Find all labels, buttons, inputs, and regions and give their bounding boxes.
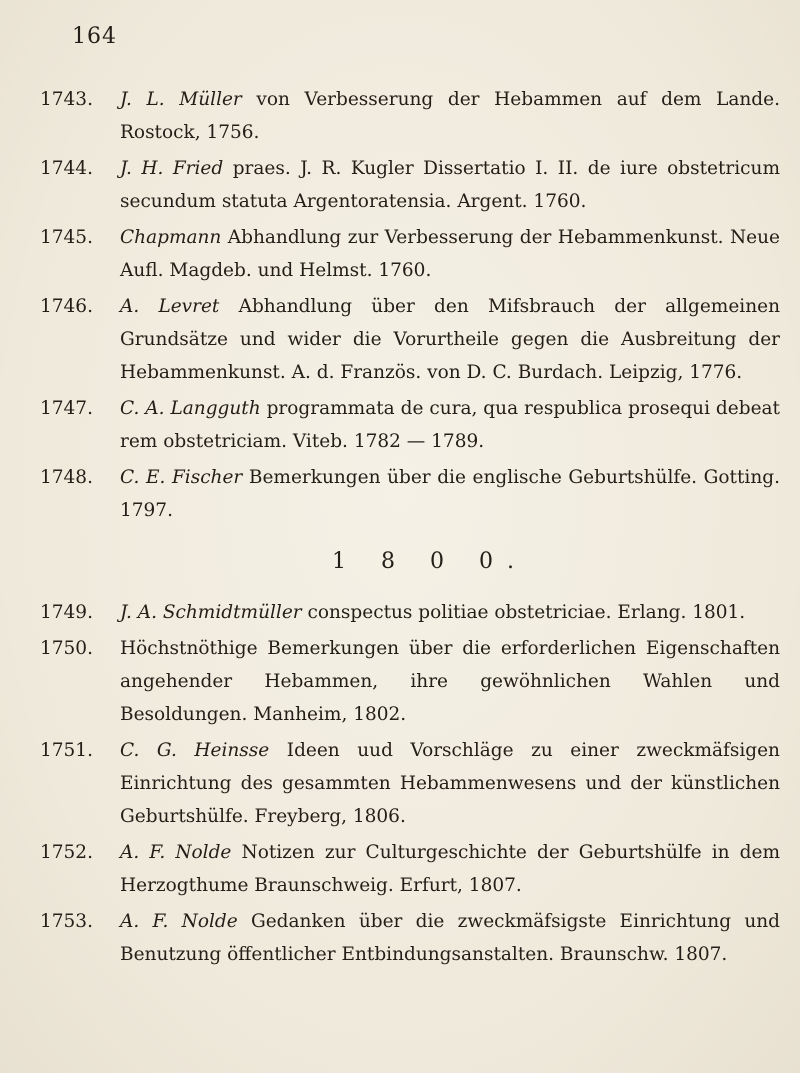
entry-text: Gedanken über die zweckmäfsigste Einrichtung und Benutzung öffentlicher Entbindungsanstalten. Braunschw. 1807. xyxy=(120,911,780,965)
entry-author: A. F. Nolde xyxy=(120,842,232,863)
entry-text: Höchstnöthige Bemerkungen über die erforderlichen Eigenschaften angehender Hebammen, ihre gewöhnlichen Wahlen und Besoldungen. Manheim, 1802. xyxy=(120,638,780,725)
bibliography-entry xyxy=(40,461,780,527)
year-heading: 1 8 0 0. xyxy=(332,549,528,574)
entries-after-1800 xyxy=(40,596,780,971)
entry-text: von Verbesserung der Hebammen auf dem Lande. Rostock, 1756. xyxy=(120,89,780,143)
entry-author: J. L. Müller xyxy=(120,89,242,110)
entry-text: programmata de cura, qua respublica prosequi debeat rem obstetriciam. Viteb. 1782 — 1789. xyxy=(120,398,780,452)
entry-author: C. G. Heinsse xyxy=(120,740,270,761)
entries-before-1800 xyxy=(40,83,780,527)
entry-text: Abhandlung zur Verbesserung der Hebammenkunst. Neue Aufl. Magdeb. und Helmst. 1760. xyxy=(120,227,780,281)
entry-number: 1745. xyxy=(40,227,93,248)
entry-number: 1744. xyxy=(40,158,93,179)
entry-text: Abhandlung über den Mifsbrauch der allgemeinen Grundsätze und wider die Vorurtheile gegen die Ausbreitung der Hebammenkunst. A. d. Französ. von D. C. Burdach. Leipzig, 1776. xyxy=(120,296,780,383)
page-number: 164 xyxy=(72,24,117,49)
entries-list xyxy=(40,83,780,971)
bibliography-entry xyxy=(40,392,780,458)
entry-number: 1750. xyxy=(40,638,93,659)
bibliography-entry xyxy=(40,632,780,731)
entry-author: C. E. Fischer xyxy=(120,467,243,488)
entry-number: 1746. xyxy=(40,296,93,317)
entry-number: 1753. xyxy=(40,911,93,932)
entry-number: 1748. xyxy=(40,467,93,488)
bibliography-entry xyxy=(40,734,780,833)
entry-text: conspectus politiae obstetriciae. Erlang. 1801. xyxy=(301,602,746,623)
entry-text: praes. J. R. Kugler Dissertatio I. II. de iure obstetricum secundum statuta Argentoratensia. Argent. 1760. xyxy=(120,158,780,212)
entry-number: 1749. xyxy=(40,602,93,623)
bibliography-entry xyxy=(40,596,780,629)
entry-author: J. H. Fried xyxy=(120,158,224,179)
entry-text: Notizen zur Culturgeschichte der Geburtshülfe in dem Herzogthume Braunschweig. Erfurt, 1807. xyxy=(120,842,780,896)
bibliography-entry xyxy=(40,221,780,287)
bibliography-entry xyxy=(40,152,780,218)
bibliography-entry xyxy=(40,290,780,389)
entry-text: Bemerkungen über die englische Geburtshülfe. Gotting. 1797. xyxy=(120,467,780,521)
entry-number: 1752. xyxy=(40,842,93,863)
entry-number: 1751. xyxy=(40,740,93,761)
entry-author: J. A. Schmidtmüller xyxy=(120,602,302,623)
bibliography-entry xyxy=(40,905,780,971)
entry-text: Ideen uud Vorschläge zu einer zweckmäfsigen Einrichtung des gesammten Hebammenwesens und der künstlichen Geburtshülfe. Freyberg, 1806. xyxy=(120,740,780,827)
entry-author: C. A. Langguth xyxy=(120,398,261,419)
entry-author: Chapmann xyxy=(120,227,222,248)
entry-author: A. Levret xyxy=(120,296,220,317)
bibliography-entry xyxy=(40,836,780,902)
entry-number: 1747. xyxy=(40,398,93,419)
entry-number: 1743. xyxy=(40,89,93,110)
bibliography-entry xyxy=(40,83,780,149)
entry-author: A. F. Nolde xyxy=(120,911,238,932)
